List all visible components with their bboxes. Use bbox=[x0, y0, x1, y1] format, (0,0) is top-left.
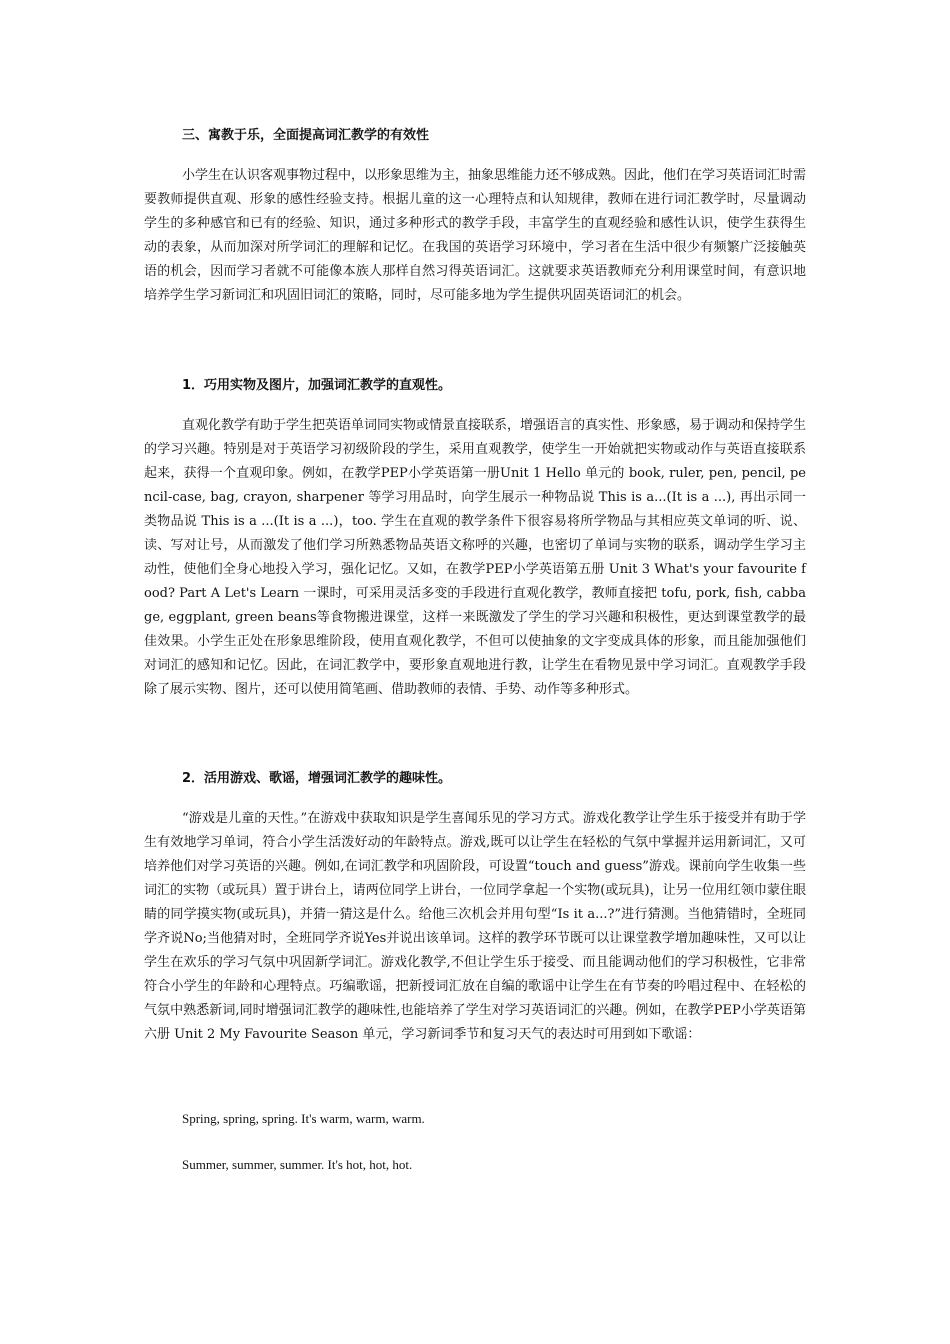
section-intro-paragraph: 小学生在认识客观事物过程中，以形象思维为主，抽象思维能力还不够成熟。因此，他们在学习英语词汇时需要教师提供直观、形象的感性经验支持。根据儿童的这一心理特点和认知规律，教师在进行词汇教学时，尽量调动学生的多种感官和已有的经验、知识，通过多种形式的教学手段，丰富学生的直观经验和感性认识，使学生获得生动的表象，从而加深对所学词汇的理解和记忆。在我国的英语学习环境中，学习者在生活中很少有频繁广泛接触英语的机会，因而学习者就不可能像本族人那样自然习得英语词汇。这就要求英语教师充分利用课堂时间，有意识地培养学生学习新词汇和巩固旧词汇的策略，同时，尽可能多地为学生提供巩固英语词汇的机会。 bbox=[144, 168, 807, 303]
subsection-2-paragraph: “游戏是儿童的天性。”在游戏中获取知识是学生喜闻乐见的学习方式。游戏化教学让学生乐于接受并有助于学生有效地学习单词，符合小学生活泼好动的年龄特点。游戏,既可以让学生在轻松的气氛中掌握并运用新词汇，又可培养他们对学习英语的兴趣。例如,在词汇教学和巩固阶段，可设置“touch and guess”游戏。课前向学生收集一些词汇的实物（或玩具）置于讲台上，请两位同学上讲台，一位同学拿起一个实物(或玩具)，让另一位用红领巾蒙住眼睛的同学摸实物(或玩具)，并猜一猜这是什么。给他三次机会并用句型“Is it a...?”进行猜测。当他猜错时，全班同学齐说No;当他猜对时，全班同学齐说Yes并说出该单词。这样的教学环节既可以让课堂教学增加趣味性，又可以让学生在欢乐的学习气氛中巩固新学词汇。游戏化教学,不但让学生乐于接受、而且能调动他们的学习积极性，它非常符合小学生的年龄和心理特点。巧编歌谣，把新授词汇放在自编的歌谣中让学生在有节奏的吟唱过程中、在轻松的气氛中熟悉新词,同时增强词汇教学的趣味性,也能培养了学生对学习英语词汇的兴趣。例如，在教学PEP小学英语第六册 Unit 2 My Favourite Season 单元，学习新词季节和复习天气的表达时可用到如下歌谣： bbox=[144, 811, 806, 1042]
chant-line: Spring, spring, spring. It's warm, warm, warm. bbox=[182, 1111, 425, 1126]
subsection-1-paragraph: 直观化教学有助于学生把英语单词同实物或情景直接联系，增强语言的真实性、形象感，易于调动和保持学生的学习兴趣。特别是对于英语学习初级阶段的学生，采用直观教学，使学生一开始就把实物或动作与英语直接联系起来，获得一个直观印象。例如，在教学PEP小学英语第一册Unit 1 Hello 单元的 book, ruler, pen, pencil, pencil-case, bag, crayon, sharpener 等学习用品时，向学生展示一种物品说 This is a...(It is a ...), 再出示同一类物品说 This is a ...(It is a ...)，too. 学生在直观的教学条件下很容易将所学物品与其相应英文单词的听、说、读、写对让号，从而激发了他们学习所熟悉物品英语文称呼的兴趣，也密切了单词与实物的联系，调动学生学习主动性，使他们全身心地投入学习，强化记忆。又如，在教学PEP小学英语第五册 Unit 3 What's your favourite food? Part A Let's Learn 一课时，可采用灵活多变的手段进行直观化教学，教师直接把 tofu, pork, fish, cabbage, eggplant, green beans等食物搬进课堂，这样一来既激发了学生的学习兴趣和积极性，更达到课堂教学的最佳效果。小学生正处在形象思维阶段，使用直观化教学，不但可以使抽象的文字变成具体的形象，而且能加强他们对词汇的感知和记忆。因此，在词汇教学中，要形象直观地进行教，让学生在看物见景中学习词汇。直观教学手段除了展示实物、图片，还可以使用简笔画、借助教师的表情、手势、动作等多种形式。 bbox=[144, 418, 807, 697]
subsection-2-heading: 2．活用游戏、歌谣，增强词汇教学的趣味性。 bbox=[182, 771, 452, 786]
subsection-1-heading: 1．巧用实物及图片，加强词汇教学的直观性。 bbox=[182, 378, 452, 393]
section-heading: 三、寓教于乐，全面提高词汇教学的有效性 bbox=[182, 128, 430, 143]
chant-line: Summer, summer, summer. It's hot, hot, hot. bbox=[182, 1157, 413, 1172]
